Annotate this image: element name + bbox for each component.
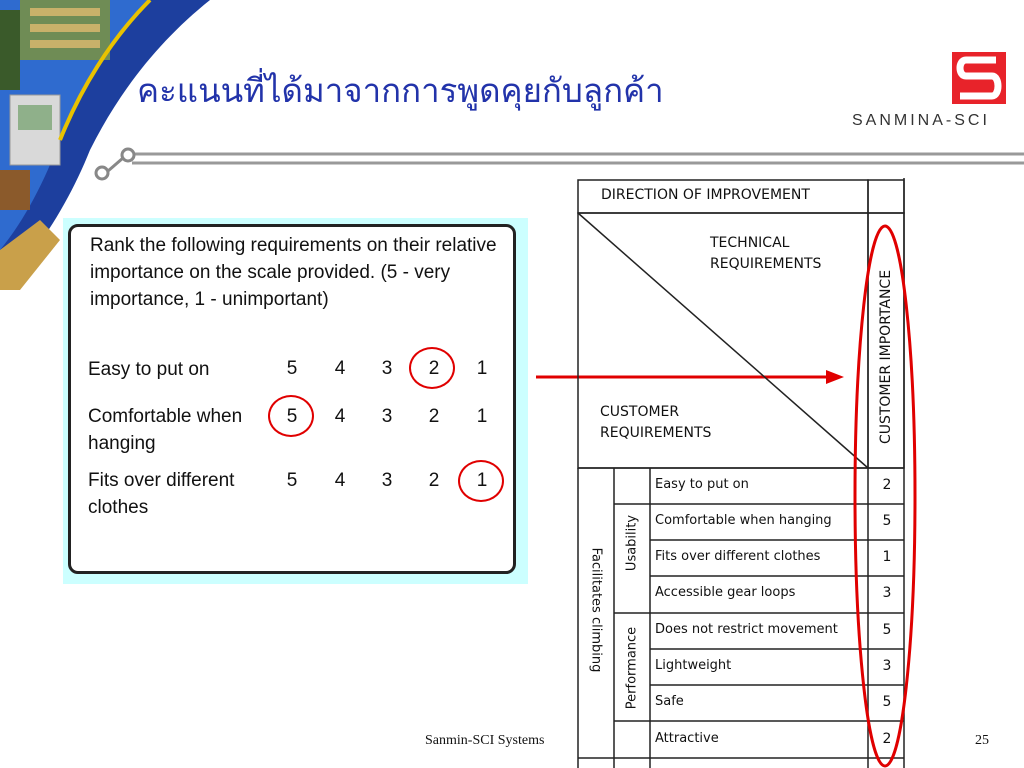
requirement-row-label: Fits over different clothes [655,549,821,564]
customer-requirements-label: CUSTOMER [600,404,680,420]
score-option: 4 [334,470,346,491]
survey-row-label: Fits over different clothes [88,470,235,518]
requirement-row-label: Safe [655,694,684,709]
importance-value: 1 [882,549,892,565]
score-option: 1 [476,406,488,427]
requirement-row-label: Accessible gear loops [655,585,796,600]
selected-score-circle [268,395,314,437]
score-option: 2 [428,470,440,491]
requirement-row-label: Easy to put on [655,477,749,492]
score-option: 1 [476,470,488,491]
score-option: 4 [334,406,346,427]
selected-score-circle [458,460,504,502]
score-option: 5 [286,470,298,491]
category-label: Facilitates climbing [588,547,604,673]
score-option: 5 [286,358,298,379]
requirement-row-label: Comfortable when hanging [655,513,832,528]
requirement-row-label: Attractive [655,731,719,746]
selected-score-circle [409,347,455,389]
group-label-usability: Usability [624,514,640,572]
score-option: 5 [286,406,298,427]
score-option: 3 [381,470,393,491]
importance-highlight-ellipse [850,224,920,768]
score-option: 3 [381,358,393,379]
importance-value: 2 [882,477,892,493]
survey-instructions: Rank the following requirements on their relative importance on the scale provided. (5 - very importance, 1 - unimportant) [90,235,497,310]
sanmina-logo-icon [952,52,1006,104]
score-option: 2 [428,358,440,379]
technical-requirements-label: REQUIREMENTS [710,256,822,272]
survey-row-label: Comfortable when hanging [88,406,243,454]
score-option: 1 [476,358,488,379]
score-option: 3 [381,406,393,427]
technical-requirements-label: TECHNICAL [710,235,790,251]
customer-importance-header: CUSTOMER IMPORTANCE [878,269,894,445]
importance-value: 3 [882,658,892,674]
page-number: 25 [975,733,989,748]
slide-title: คะแนนที่ได้มาจากการพูดคุยกับลูกค้า [137,71,664,110]
logo-text: SANMINA-SCI [852,112,990,129]
group-label-performance: Performance [624,626,640,710]
score-option: 4 [334,358,346,379]
importance-value: 5 [882,513,892,529]
survey-row-label: Easy to put on [88,359,210,380]
importance-value: 5 [882,622,892,638]
requirement-row-label: Lightweight [655,658,732,673]
requirement-row-label: Does not restrict movement [655,622,838,637]
header-divider [92,146,1024,182]
footer-text: Sanmin-SCI Systems [425,733,545,748]
importance-value: 5 [882,694,892,710]
customer-requirements-label: REQUIREMENTS [600,425,712,441]
score-option: 2 [428,406,440,427]
importance-value: 2 [882,731,892,747]
importance-value: 3 [882,585,892,601]
direction-of-improvement-header: DIRECTION OF IMPROVEMENT [601,187,810,203]
